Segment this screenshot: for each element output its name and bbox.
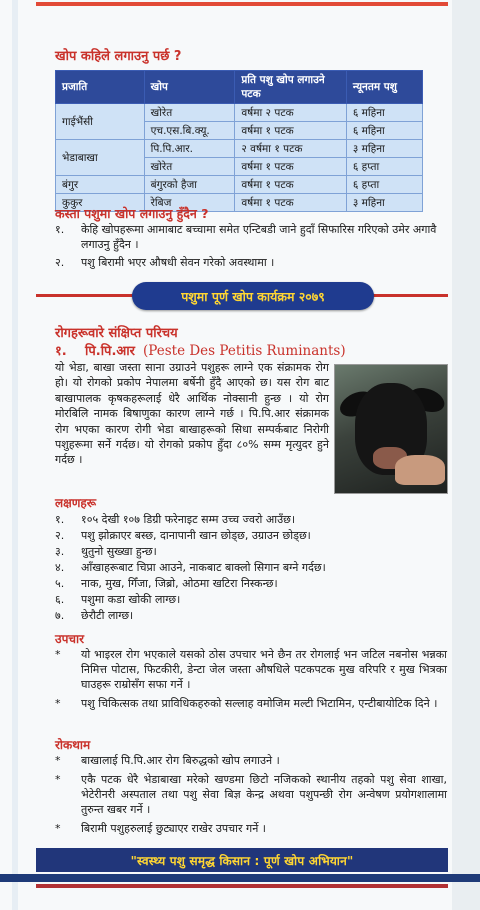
disease-latin-name: (Peste Des Petitis Ruminants)	[142, 343, 346, 359]
list-number: ४.	[55, 561, 65, 574]
cell-species: कुकुर	[56, 194, 145, 212]
handler-hand	[395, 455, 445, 485]
table-row	[56, 176, 423, 194]
cell-species: भेडाबाखा	[56, 140, 145, 176]
cell-min-age: ६ महिना	[346, 104, 422, 122]
list-number: १.	[55, 513, 65, 526]
list-item	[55, 560, 447, 575]
bullet-star: *	[55, 697, 61, 710]
list-item	[55, 222, 445, 252]
list-item	[55, 255, 445, 270]
list-text: यो भाइरल रोग भएकाले यसको ठोस उपचार भने छैन तर रोगलाई भन जटिल नबनोस भन्नका निमित्त पोटास, फिटकीरी, डेन्टा जेल जस्ता औषधिले पटकपटक मुख वरिपरि र मुख भित्रका घाउहरू राम्रोसँग सफा गर्ने ।	[81, 648, 447, 691]
program-title-pill: पशुमा पूर्ण खोप कार्यक्रम २०७९	[132, 282, 374, 310]
cell-min-age: ६ महिना	[346, 122, 422, 140]
cell-times: वर्षमा १ पटक	[235, 194, 347, 212]
cell-vaccine: पि.पि.आर.	[144, 140, 235, 158]
list-number: २.	[55, 529, 65, 542]
list-text: पशु झोक्राएर बस्छ, दानापानी खान छोड्छ, उग्राउन छोड्छ।	[81, 529, 311, 542]
bullet-star: *	[55, 648, 61, 661]
disease-number: १.	[55, 344, 67, 359]
cell-vaccine: एच.एस.बि.क्यू.	[144, 122, 235, 140]
symptoms-title: लक्षणहरू	[55, 496, 97, 510]
list-text: पशुमा कडा खोकी लाग्छ।	[81, 593, 181, 606]
col-header-vaccine: खोप	[144, 71, 235, 104]
footer-slogan: "स्वस्थ्य पशु समृद्ध किसान : पूर्ण खोप अभियान"	[130, 853, 354, 868]
cell-times: वर्षमा १ पटक	[235, 122, 347, 140]
vaccine-schedule-table	[55, 70, 423, 212]
cell-times: वर्षमा २ पटक	[235, 104, 347, 122]
list-text: थुतुनो सुख्खा हुन्छ।	[81, 545, 157, 558]
disease-description: यो भेडा, बाखा जस्ता साना उग्राउने पशुहरू लाग्ने एक संक्रामक रोग हो। यो रोगको प्रकोप नेपालमा बर्षेनी हुँदै आएको छ। यस रोग बाट बाखापालक कृषकहरूलाई धेरै आर्थिक नोक्सानी हुन्छ । यो रोग मोरबिलि नामक बिषाणुका कारण लाग्ने गर्छ । पि.पि.आर संक्रामक रोग भएका कारण रोगी भेडा बाखाहरूको सिधा सम्पर्कबाट निरोगी पशुहरूमा सर्ने गर्दछ। यो रोगको प्रकोप हुँदा ८०% सम्म मृत्युदर हुने गर्दछ ।	[55, 361, 329, 467]
cell-species: बंगुर	[56, 176, 145, 194]
list-item	[55, 528, 447, 543]
list-item	[55, 592, 447, 607]
footer-slogan-band	[36, 848, 448, 872]
list-item	[55, 696, 447, 711]
cell-times: वर्षमा १ पटक	[235, 176, 347, 194]
symptoms-list	[55, 512, 447, 624]
list-item	[55, 512, 447, 527]
disease-heading	[55, 341, 346, 359]
no-vaccine-title: कस्ता पशुमा खोप लगाउनु हुँदैन ?	[55, 206, 209, 221]
table-row	[56, 140, 423, 158]
bottom-blue-bar	[0, 874, 480, 882]
cell-min-age: ३ महिना	[346, 140, 422, 158]
list-number: २.	[55, 256, 65, 269]
page-left-edge	[12, 0, 18, 910]
list-text: छेरौटी लाग्छ।	[81, 609, 134, 622]
list-number: ७.	[55, 609, 65, 622]
prevention-list	[55, 753, 447, 837]
cell-vaccine: खोरेत	[144, 104, 235, 122]
list-number: ५.	[55, 577, 65, 590]
list-text: पशु बिरामी भएर औषधी सेवन गरेको अवस्थामा ।	[81, 256, 275, 269]
treatment-list	[55, 647, 447, 712]
table-header-row	[56, 71, 423, 104]
vaccine-schedule-title: खोप कहिले लगाउनु पर्छ ?	[55, 49, 182, 64]
col-header-min-age: न्यूनतम पशु	[346, 71, 422, 104]
goat-disease-photo	[334, 364, 448, 494]
list-text: बिरामी पशुहरुलाई छुट्याएर राखेर उपचार गर्ने ।	[81, 822, 266, 835]
cell-min-age: ३ महिना	[346, 194, 422, 212]
table-row	[56, 104, 423, 122]
top-red-rule	[36, 2, 448, 6]
cell-times: वर्षमा १ पटक	[235, 158, 347, 176]
page-right-edge	[452, 0, 480, 910]
disease-name: पि.पि.आर	[85, 344, 135, 359]
list-text: एकै पटक धेरै भेडाबाखा मरेको खण्डमा छिटो नजिकको स्थानीय तहको पशु सेवा शाखा, भेटेरीनरी अस्पताल तथा पशु सेवा बिज्ञ केन्द्र अथवा पशुपन्छी रोग अन्वेषण प्रयोगशालामा तुरुन्त खबर गर्ने ।	[81, 773, 447, 816]
list-number: ३.	[55, 545, 65, 558]
list-text: आँखाहरूबाट चिप्रा आउने, नाकबाट बाक्लो सिगान बग्ने गर्दछ।	[81, 561, 326, 574]
cell-vaccine: रेबिज	[144, 194, 235, 212]
cell-vaccine: खोरेत	[144, 158, 235, 176]
bullet-star: *	[55, 773, 61, 786]
col-header-times: प्रति पशु खोप लगाउने पटक	[235, 71, 347, 104]
cell-min-age: ६ हप्ता	[346, 176, 422, 194]
cell-times: २ वर्षमा १ पटक	[235, 140, 347, 158]
treatment-title: उपचार	[55, 632, 85, 646]
cell-vaccine: बंगुरको हैजा	[144, 176, 235, 194]
bottom-red-rule	[36, 884, 448, 888]
list-item	[55, 608, 447, 623]
list-text: पशु चिकित्सक तथा प्राविधिकहरुको सल्लाह वमोजिम मल्टी भिटामिन, एन्टीबायोटिक दिने ।	[81, 697, 438, 710]
cell-species: गाईभैंसी	[56, 104, 145, 140]
list-text: केहि खोपहरूमा आमाबाट बच्चामा समेत एन्टिबडी जाने हुदाँ सिफारिस गरिएको उमेर अगावै लगाउनु हुँदैन ।	[81, 223, 437, 251]
prevention-title: रोकथाम	[55, 738, 91, 752]
list-item	[55, 772, 447, 817]
list-item	[55, 576, 447, 591]
list-number: १.	[55, 223, 65, 236]
bullet-star: *	[55, 754, 61, 767]
disease-intro-title: रोगहरूवारे संक्षिप्त परिचय	[55, 326, 178, 341]
list-text: १०५ देखी १०७ डिग्री फरेनाइट सम्म उच्च ज्वरो आउँछ।	[81, 513, 296, 526]
list-text: बाखालाई पि.पि.आर रोग बिरुद्धको खोप लगाउने ।	[81, 754, 280, 767]
list-item	[55, 647, 447, 692]
list-item	[55, 544, 447, 559]
list-text: नाक, मुख, गिँजा, जिब्रो, ओठमा खटिरा निस्कन्छ।	[81, 577, 278, 590]
no-vaccine-list	[55, 222, 445, 271]
list-item	[55, 821, 447, 836]
cell-min-age: ६ हप्ता	[346, 158, 422, 176]
list-item	[55, 753, 447, 768]
bullet-star: *	[55, 822, 61, 835]
col-header-species: प्रजाति	[56, 71, 145, 104]
list-number: ६.	[55, 593, 65, 606]
